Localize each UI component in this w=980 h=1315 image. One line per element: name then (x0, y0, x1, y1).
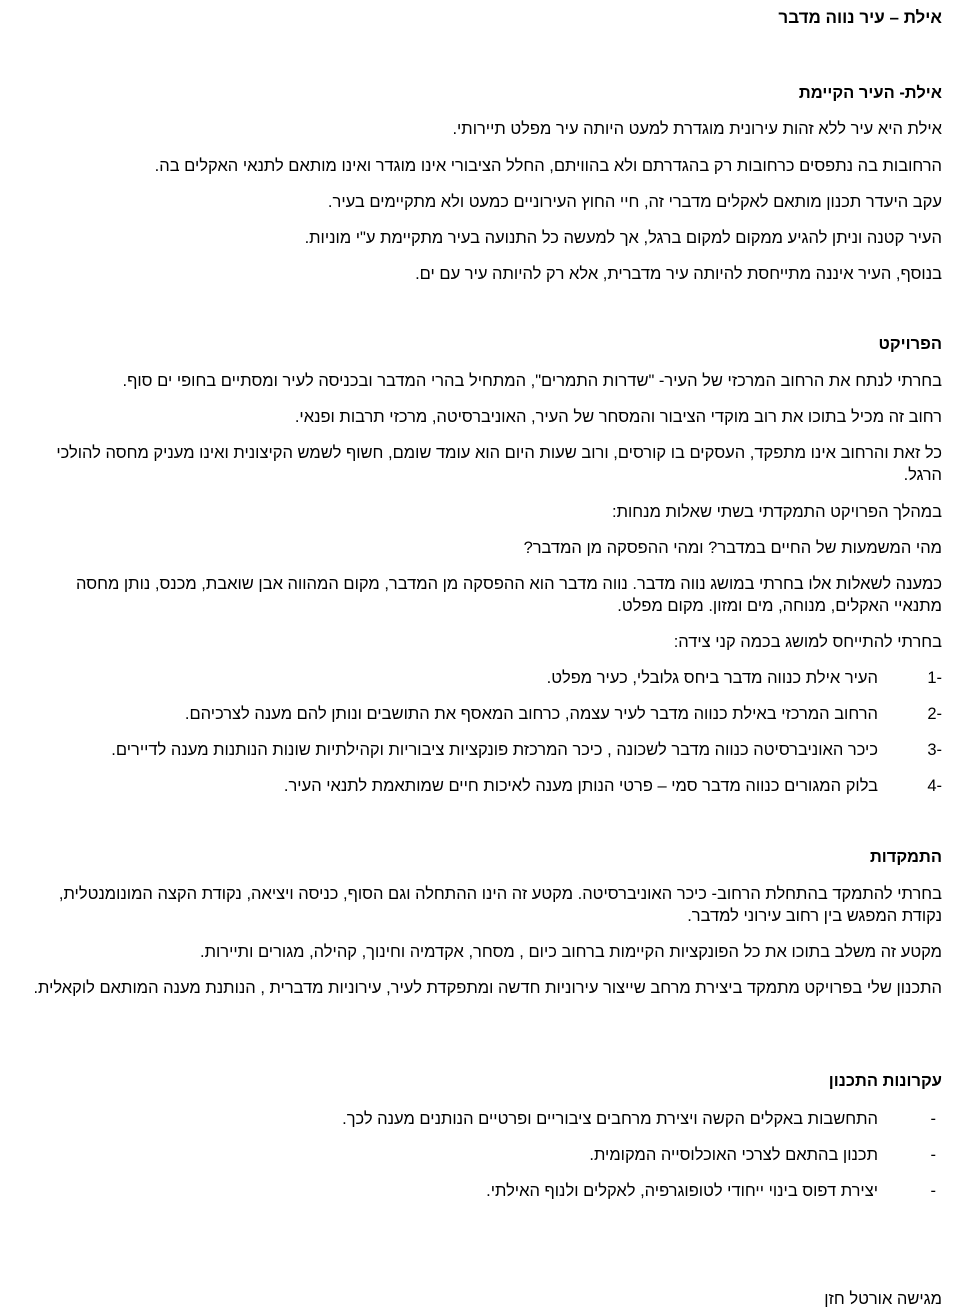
bullet-item (26, 1144, 942, 1166)
bullet-mark: - (930, 1146, 936, 1164)
paragraph: הרחובות בה נתפסים כרחובות רק בהגדרתם ולא בהוויתם, החלל הציבורי אינו מוגדר ואינו מותאם לתנאי האקלים בה. (154, 157, 942, 175)
paragraph: כל זאת והרחוב אינו מתפקד, העסקים בו קורסים, ורוב שעות היום הוא עומד שומם, חשוף לשמש הקיצונית ואינו מעניק מחסה להולכי הרגל. (56, 444, 942, 484)
heading-existing-city: אילת- העיר הקיימת (798, 84, 942, 102)
bullet-text: התחשבות באקלים הקשה ויצירת מרחבים ציבוריים ופרטיים הנותנים מענה לכך. (342, 1110, 878, 1128)
list-text: העיר אילת כנווה מדבר ביחס גלובלי, כעיר מפלט. (546, 669, 878, 687)
list-text: הרחוב המרכזי באילת כנווה מדבר לעיר עצמה, כרחוב המאסף את התושבים ונותן להם מענה לצרכיהם. (184, 705, 878, 723)
bullet-item (26, 1108, 942, 1130)
list-number: 2- (927, 705, 942, 723)
bullet-mark: - (930, 1182, 936, 1200)
paragraph: אילת היא עיר ללא זהות עירונית מוגדרת למעט היותה עיר מפלט תיירותי. (452, 120, 942, 138)
list-item (26, 703, 942, 725)
paragraph: בחרתי לנתח את הרחוב המרכזי של העיר- "שדרות התמרים", המתחיל בהרי המדבר ובכניסה לעיר ומסתיים בחופי ים סוף. (122, 372, 942, 390)
paragraph: בחרתי להתמקד בהתחלת הרחוב- כיכר האוניברסיטה. מקטע זה הינו ההתחלה וגם הסוף, כניסה ויציאה, נקודת הקצה המונומנטלית, נקודת המפגש בין רחוב עירוני למדבר. (58, 885, 942, 925)
list-number: 4- (927, 777, 942, 795)
heading-project: הפרויקט (878, 335, 942, 353)
bullet-mark: - (930, 1110, 936, 1128)
list-number: 1- (927, 669, 942, 687)
bullet-text: יצירת דפוס בינוי ייחודי לטופוגרפיה, לאקלים ולנוף האילתי. (486, 1182, 878, 1200)
bullet-text: תכנון בהתאם לצרכי האוכלוסייה המקומית. (589, 1146, 878, 1164)
paragraph: העיר קטנה וניתן להגיע ממקום למקום ברגל, אך למעשה כל התנועה בעיר מתקיימת ע"י מוניות. (304, 229, 942, 247)
document (26, 0, 942, 1315)
paragraph: מהי המשמעות של החיים במדבר? ומהי ההפסקה מן המדבר? (523, 539, 942, 557)
heading-planning-principles: עקרונות התכנון (828, 1072, 942, 1090)
list-number: 3- (927, 741, 942, 759)
paragraph: רחוב זה מכיל בתוכו את רוב מוקדי הציבור והמסחר של העיר, האוניברסיטה, מרכזי תרבות ופנאי. (294, 408, 942, 426)
document-title: אילת – עיר נווה מדבר (778, 8, 942, 27)
signature: מגישה אורטל חזן (824, 1290, 942, 1308)
paragraph: כמענה לשאלות אלו בחרתי במושג נווה מדבר. נווה מדבר הוא ההפסקה מן המדבר, מקום המהווה אבן שואבת, מכנס, נותן מחסה מתנאיי האקלים, מנוחה, מים ומזון. מקום מפלט. (76, 575, 942, 615)
heading-focus: התמקדות (869, 848, 942, 866)
paragraph: מקטע זה משלב בתוכו את כל הפונקציות הקיימות ברחוב כיום , מסחר, אקדמיה וחינוך, קהילה, מגורים ותיירות. (200, 943, 942, 961)
paragraph: התכנון שלי בפרויקט מתמקד ביצירת מרחב שייצור עירוניות חדשה ומתפקדת לעיר, עירוניות מדברית , הנותנת מענה המותאם לוקאלית. (33, 979, 942, 997)
list-text: כיכר האוניברסיטה כנווה מדבר לשכונה , כיכר המרכזת פונקציות ציבוריות וקהילתיות שונות הנותנות מענה לדיירים. (111, 741, 878, 759)
list-item (26, 775, 942, 797)
paragraph: עקב היעדר תכנון מותאם לאקלים מדברי זה, חיי החוץ העירוניים כמעט ולא מתקיימים בעיר. (327, 193, 942, 211)
list-item (26, 739, 942, 761)
list-text: בלוק המגורים כנווה מדבר סמי – פרטי הנותן מענה לאיכות חיים שמותאמת לתנאי העיר. (283, 777, 878, 795)
paragraph: בנוסף, העיר איננה מתייחסת להיותה עיר מדברית, אלא רק להיותה עיר עם ים. (415, 265, 942, 283)
list-item (26, 667, 942, 689)
paragraph: במהלך הפרויקט התמקדתי בשתי שאלות מנחות: (612, 503, 942, 521)
paragraph: בחרתי להתייחס למושג בכמה קני צידה: (673, 633, 942, 651)
bullet-item (26, 1180, 942, 1202)
